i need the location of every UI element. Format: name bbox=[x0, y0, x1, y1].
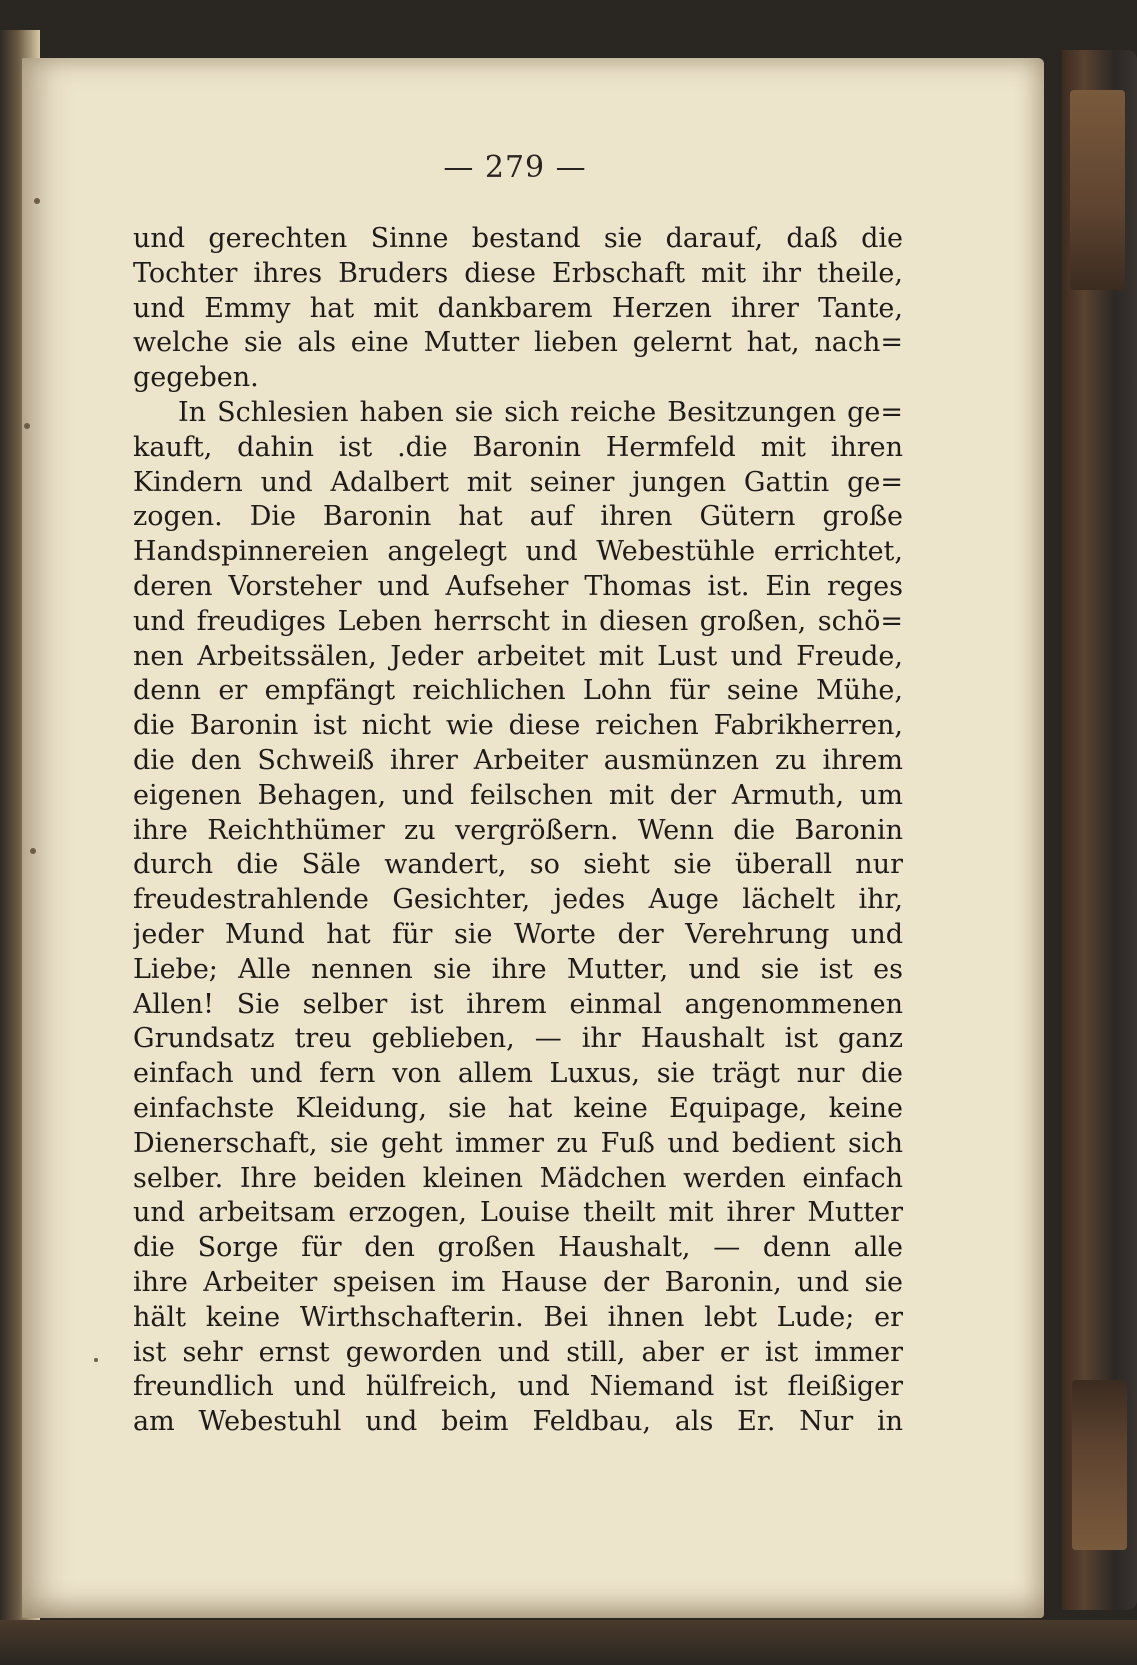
cover-leather-corner-top bbox=[1070, 90, 1125, 290]
text-line: nen Arbeitssälen, Jeder arbeitet mit Lust und Freude, bbox=[133, 640, 903, 672]
text-line: hält keine Wirthschafterin. Bei ihnen lebt Lude; er bbox=[133, 1301, 903, 1333]
text-line: Grundsatz treu geblieben, — ihr Haushalt ist ganz bbox=[133, 1023, 903, 1055]
text-line: zogen. Die Baronin hat auf ihren Gütern große bbox=[133, 501, 903, 533]
text-line: die den Schweiß ihrer Arbeiter ausmünzen zu ihrem bbox=[133, 744, 903, 776]
text-line: freundlich und hülfreich, und Niemand ist fleißiger bbox=[133, 1371, 903, 1403]
text-line: Allen! Sie selber ist ihrem einmal angenommenen bbox=[133, 988, 903, 1020]
text-line: einfachste Kleidung, sie hat keine Equipage, keine bbox=[133, 1092, 903, 1124]
page-blemish bbox=[30, 848, 36, 854]
text-line: Tochter ihres Bruders diese Erbschaft mit ihr theile, bbox=[133, 257, 903, 289]
body-text bbox=[133, 222, 903, 1440]
text-line: und arbeitsam erzogen, Louise theilt mit ihrer Mutter bbox=[133, 1197, 903, 1229]
text-line: einfach und fern von allem Luxus, sie trägt nur die bbox=[133, 1058, 903, 1090]
text-line: kauft, dahin ist .die Baronin Hermfeld mit ihren bbox=[133, 431, 903, 463]
page-blemish bbox=[94, 1358, 98, 1362]
text-line: welche sie als eine Mutter lieben gelernt hat, nach= bbox=[133, 327, 903, 359]
text-line: freudestrahlende Gesichter, jedes Auge lächelt ihr, bbox=[133, 884, 903, 916]
book-cover-bottom bbox=[0, 1620, 1137, 1665]
text-line: deren Vorsteher und Aufseher Thomas ist. Ein reges bbox=[133, 570, 903, 602]
text-line: und Emmy hat mit dankbarem Herzen ihrer Tante, bbox=[133, 292, 903, 324]
text-line: In Schlesien haben sie sich reiche Besitzungen ge= bbox=[178, 396, 903, 428]
text-line: Handspinnereien angelegt und Webestühle errichtet, bbox=[133, 536, 903, 568]
page-blemish bbox=[24, 423, 30, 429]
text-line: die Sorge für den großen Haushalt, — denn alle bbox=[133, 1232, 903, 1264]
text-line: ihre Arbeiter speisen im Hause der Baronin, und sie bbox=[133, 1266, 903, 1298]
text-line: am Webestuhl und beim Feldbau, als Er. Nur in bbox=[133, 1406, 903, 1438]
text-line: und freudiges Leben herrscht in diesen großen, schö= bbox=[133, 605, 903, 637]
text-line: selber. Ihre beiden kleinen Mädchen werden einfach bbox=[133, 1162, 903, 1194]
text-line: ihre Reichthümer zu vergrößern. Wenn die Baronin bbox=[133, 814, 903, 846]
page-number: — 279 — bbox=[443, 150, 587, 185]
page-blemish bbox=[34, 198, 40, 204]
text-line: und gerechten Sinne bestand sie darauf, daß die bbox=[133, 223, 903, 254]
text-line: Liebe; Alle nennen sie ihre Mutter, und sie ist es bbox=[133, 953, 903, 985]
cover-leather-corner-bottom bbox=[1072, 1380, 1127, 1550]
text-line: jeder Mund hat für sie Worte der Verehrung und bbox=[133, 918, 903, 950]
text-line: denn er empfängt reichlichen Lohn für seine Mühe, bbox=[133, 675, 903, 707]
text-line: durch die Säle wandert, so sieht sie überall nur bbox=[133, 849, 903, 881]
text-line: Dienerschaft, sie geht immer zu Fuß und bedient sich bbox=[133, 1127, 903, 1159]
text-line: gegeben. bbox=[133, 362, 259, 394]
text-line: eigenen Behagen, und feilschen mit der Armuth, um bbox=[133, 779, 903, 811]
text-line: ist sehr ernst geworden und still, aber er ist immer bbox=[133, 1336, 903, 1368]
book-cover-right bbox=[1062, 50, 1137, 1610]
text-line: Kindern und Adalbert mit seiner jungen Gattin ge= bbox=[133, 466, 903, 498]
text-line: die Baronin ist nicht wie diese reichen Fabrikherren, bbox=[133, 710, 903, 742]
